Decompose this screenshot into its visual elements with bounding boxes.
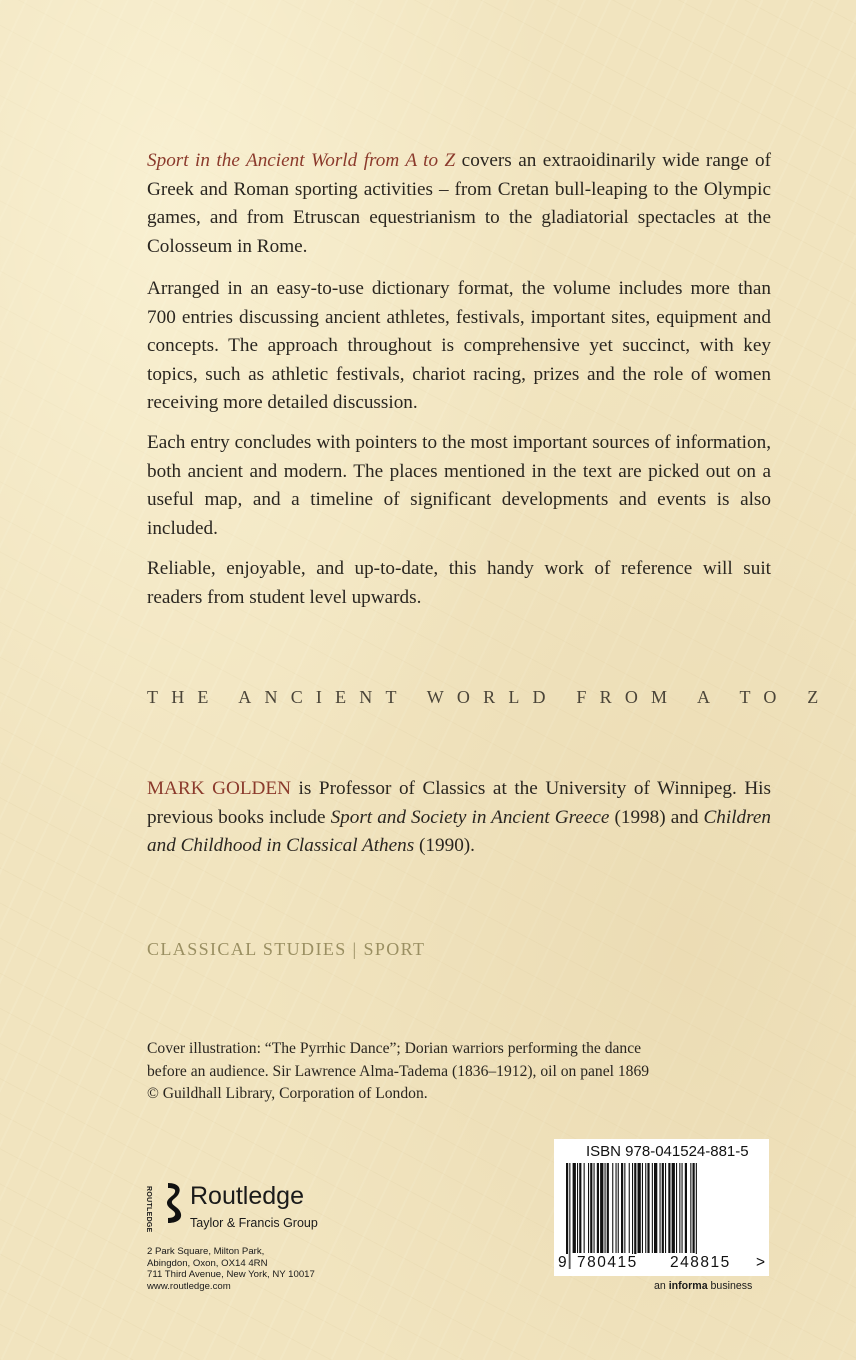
barcode-bar <box>647 1163 649 1253</box>
barcode-bar <box>584 1163 585 1253</box>
barcode-arrow: > <box>756 1254 766 1271</box>
publisher-name: Routledge <box>190 1182 304 1210</box>
barcode-bar <box>660 1163 661 1253</box>
blurb-paragraph-1-text: covers an extraoidinarily wide range of Greek and Roman sporting activities – from Cretan bull-leaping to the Olympic games, and from Etruscan equestrianism to the gladiatorial spectacles at the Colosseum in Rome. <box>147 150 771 257</box>
barcode-digits-right: 248815 <box>670 1254 731 1271</box>
informa-tagline <box>654 1280 752 1292</box>
cover-credit-line-2: before an audience. Sir Lawrence Alma-Tadema (1836–1912), oil on panel 1869 <box>147 1062 650 1080</box>
barcode-bar <box>682 1163 683 1253</box>
cover-credit-line-1: Cover illustration: “The Pyrrhic Dance”; Dorian warriors performing the dance <box>147 1040 642 1057</box>
barcode-digit-first: 9 <box>558 1254 567 1271</box>
cover-credit <box>147 1038 667 1106</box>
barcode-bar <box>668 1163 670 1253</box>
publisher-logo-vertical-text: ROUTLEDGE <box>145 1186 152 1233</box>
barcode-bar <box>624 1163 625 1253</box>
barcode-bar <box>693 1163 695 1253</box>
barcode-bar <box>672 1163 675 1253</box>
barcode-bar <box>573 1163 576 1253</box>
author-bio-text-2: (1998) and <box>609 806 704 828</box>
barcode-bar <box>642 1163 643 1253</box>
author-bio <box>147 775 771 861</box>
address-line: Abingdon, Oxon, OX14 4RN <box>147 1257 268 1269</box>
barcode-bar <box>612 1163 613 1253</box>
barcode-bar <box>579 1163 581 1253</box>
blurb-paragraph-3: Each entry concludes with pointers to the most important sources of information, both ancient and modern. The places mentioned in the text are picked out on a useful map, and a timeline of significant developments and events is also included. <box>147 432 771 539</box>
barcode-bar <box>600 1163 603 1253</box>
publisher-group: Taylor & Francis Group <box>190 1216 318 1230</box>
author-bio-text-3: (1990). <box>414 835 475 857</box>
author-name: MARK GOLDEN <box>147 778 291 799</box>
barcode-bar <box>590 1163 592 1253</box>
barcode-bar <box>577 1163 578 1253</box>
barcode-bar <box>616 1163 617 1253</box>
barcode-bar <box>676 1163 677 1253</box>
informa-prefix: an <box>654 1280 669 1292</box>
publisher-address <box>147 1246 315 1292</box>
barcode-bar <box>597 1163 599 1253</box>
barcode-bar <box>621 1163 623 1253</box>
routledge-logo-icon <box>163 1181 185 1225</box>
book-title: Sport in the Ancient World from A to Z <box>147 150 456 171</box>
barcode-bar <box>588 1163 589 1253</box>
barcode-bar <box>638 1163 641 1253</box>
blurb-paragraph-1 <box>147 147 771 261</box>
barcode-bar <box>594 1163 595 1253</box>
barcode-bar <box>679 1163 680 1253</box>
blurb-paragraph-4: Reliable, enjoyable, and up-to-date, this handy work of reference will suit readers from student level upwards. <box>147 558 771 608</box>
barcode-digits-left: 780415 <box>577 1254 638 1271</box>
author-bio-text-1: is Professor of Classics at the University of Winnipeg. His previous books include <box>147 778 771 828</box>
address-line: 2 Park Square, Milton Park, <box>147 1246 265 1257</box>
informa-suffix: business <box>707 1280 753 1292</box>
informa-brand: informa <box>668 1280 708 1292</box>
subject-category: CLASSICAL STUDIES | SPORT <box>147 939 426 959</box>
barcode-bar <box>645 1163 646 1253</box>
cover-credit-line-3: © Guildhall Library, Corporation of London. <box>147 1085 428 1102</box>
author-book-1: Sport and Society in Ancient Greece <box>330 806 610 828</box>
barcode-bar <box>685 1163 687 1253</box>
barcode-bar <box>665 1163 666 1253</box>
address-line: 711 Third Avenue, New York, NY 10017 <box>147 1269 315 1281</box>
isbn-label: ISBN 978-041524-881-5 <box>586 1143 749 1160</box>
barcode-bar <box>690 1163 691 1253</box>
publisher-website: www.routledge.com <box>147 1280 231 1292</box>
barcode-bar <box>618 1163 619 1253</box>
barcode-bar <box>652 1163 653 1253</box>
barcode-bar <box>662 1163 664 1253</box>
series-title: THE ANCIENT WORLD FROM A TO Z <box>147 687 832 707</box>
barcode-bar <box>605 1163 606 1253</box>
barcode-bar <box>569 1163 570 1269</box>
barcode-bar <box>654 1163 657 1253</box>
barcode-bar <box>629 1163 630 1253</box>
blurb-paragraph-2: Arranged in an easy-to-use dictionary format, the volume includes more than 700 entries discussing ancient athletes, festivals, important sites, equipment and concepts. The approach throughout is comprehensive yet succinct, with key topics, such as athletic festivals, chariot racing, prizes and the role of women receiving more detailed discussion. <box>147 278 771 414</box>
author-book-2: Children and Childhood in Classical Athens <box>147 806 771 857</box>
barcode-bar <box>607 1163 609 1253</box>
